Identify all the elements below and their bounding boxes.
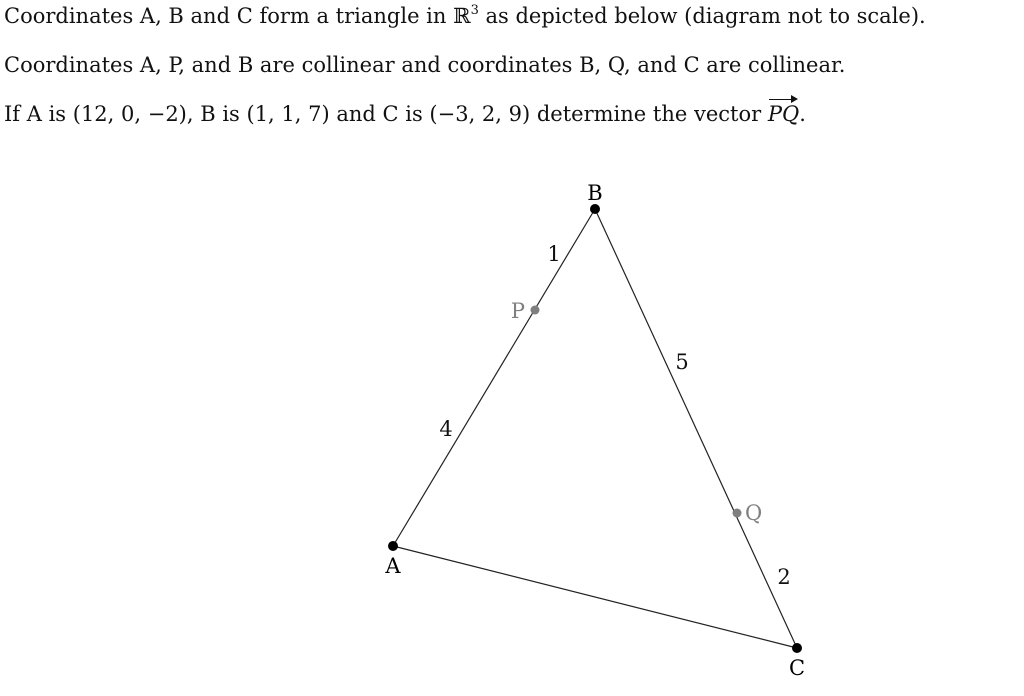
point-q bbox=[733, 509, 742, 518]
dimension-exponent: 3 bbox=[470, 3, 479, 18]
triangle-sides bbox=[393, 209, 797, 648]
vertex-a bbox=[388, 541, 398, 551]
auxiliary-points bbox=[531, 306, 742, 518]
vector-pq: PQ bbox=[767, 102, 800, 126]
label-c: C bbox=[788, 656, 806, 680]
segment-label-bp: 1 bbox=[547, 242, 561, 266]
side-ab bbox=[393, 209, 595, 546]
label-a: A bbox=[385, 554, 401, 578]
label-b: B bbox=[587, 181, 603, 205]
vertex-b bbox=[590, 204, 600, 214]
segment-label-pa: 4 bbox=[439, 417, 453, 441]
segment-length-labels bbox=[439, 242, 790, 589]
side-bc bbox=[595, 209, 797, 648]
segment-label-bq: 5 bbox=[675, 350, 689, 374]
side-ac bbox=[393, 546, 797, 648]
problem-line-1-text-b: as depicted below (diagram not to scale). bbox=[478, 4, 926, 28]
label-p: P bbox=[510, 299, 525, 323]
segment-label-qc: 2 bbox=[777, 565, 791, 589]
problem-line-2-text: Coordinates A, P, and B are collinear and coordinates B, Q, and C are collinear. bbox=[4, 53, 846, 77]
problem-line-3-text-b: . bbox=[799, 102, 806, 126]
real-set-symbol: ℝ bbox=[453, 4, 471, 28]
vertex-c bbox=[792, 643, 802, 653]
label-q: Q bbox=[745, 501, 763, 525]
point-p bbox=[531, 306, 540, 315]
problem-line-3-text-a: If A is (12, 0, −2), B is (1, 1, 7) and C is (−3, 2, 9) determine the vector bbox=[4, 102, 768, 126]
problem-line-1-text-a: Coordinates A, B and C form a triangle in bbox=[4, 4, 454, 28]
